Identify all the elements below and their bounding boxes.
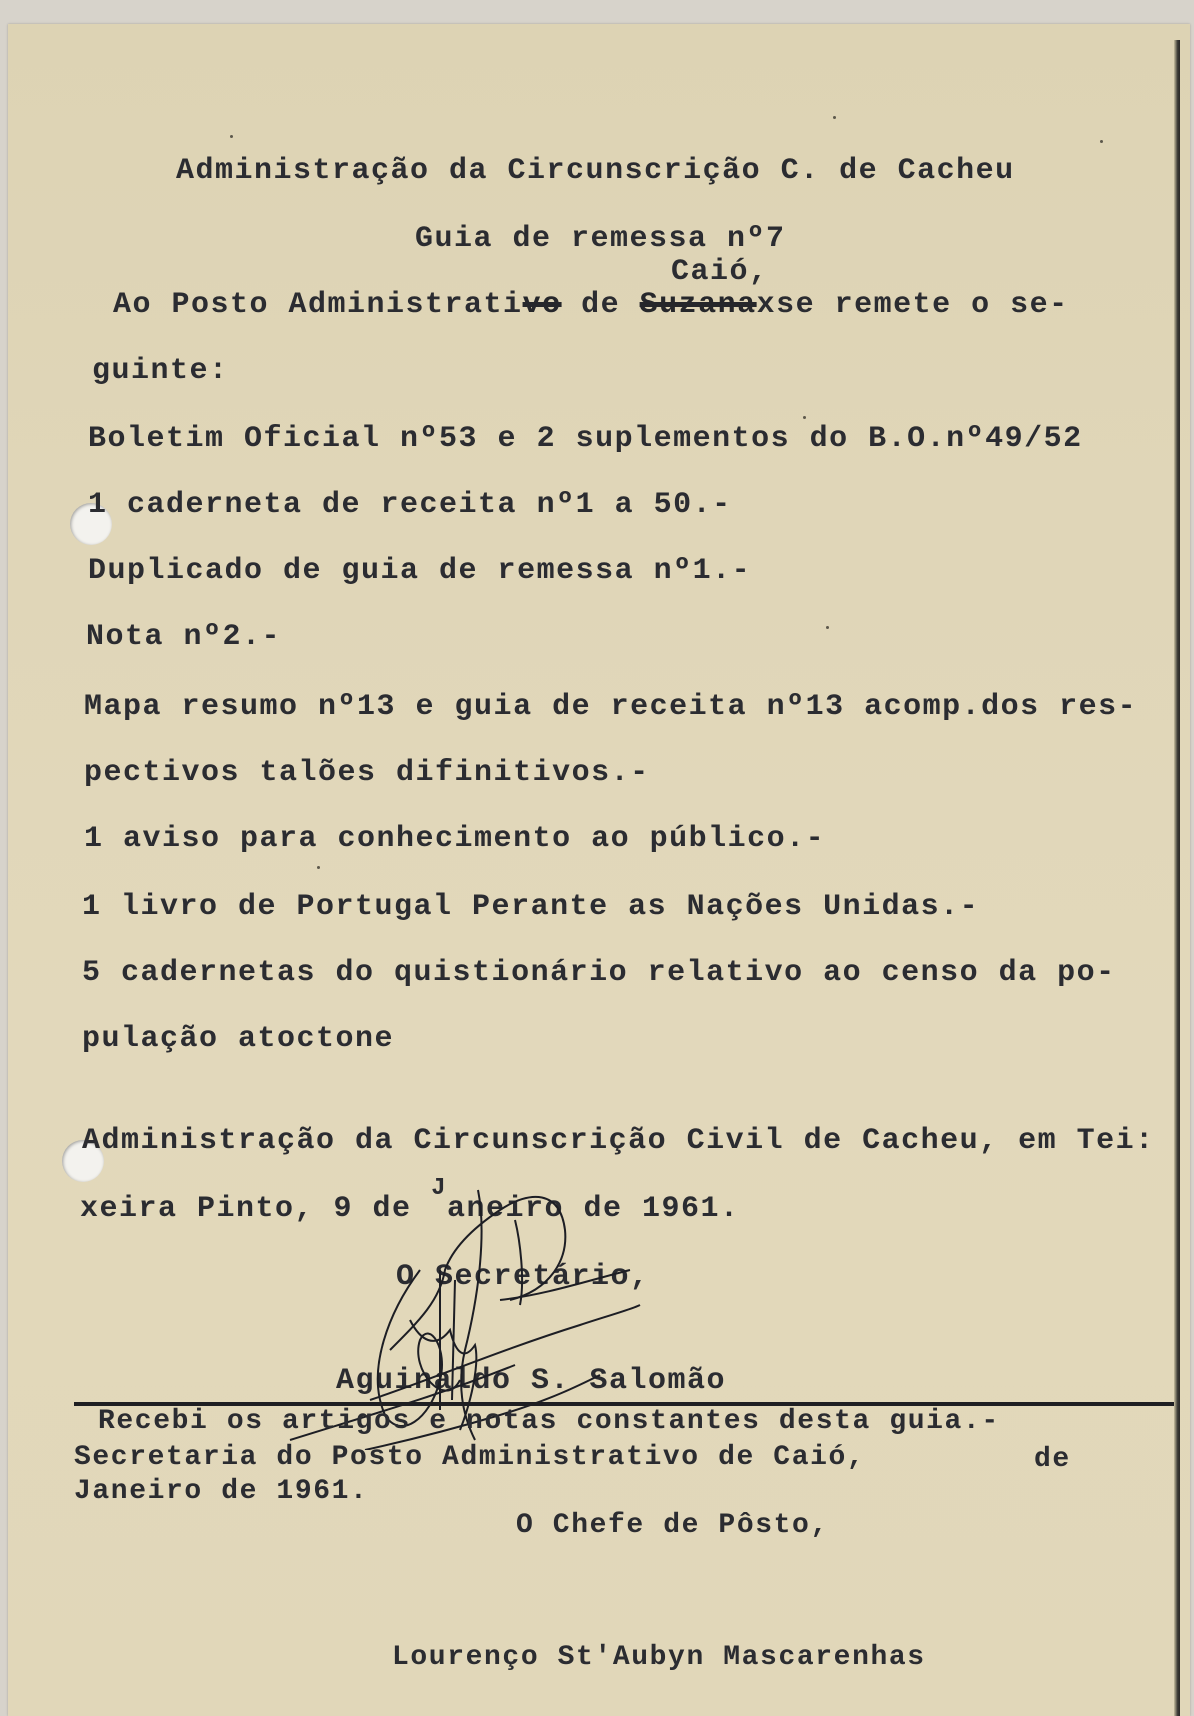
item-line-5: Mapa resumo nº13 e guia de receita nº13 acomp.dos res- — [84, 690, 1138, 724]
item-line-6: pectivos talões difinitivos.- — [84, 756, 650, 790]
chief-name: Lourenço St'Aubyn Mascarenhas — [392, 1642, 926, 1673]
intro-line: Ao Posto Administrativo de Suzanaxse remete o se- — [113, 288, 1069, 322]
paper-speck — [317, 866, 320, 869]
secretary-name: Aguinaldo S. Salomão — [336, 1364, 727, 1398]
receipt-line-2-de: de — [1034, 1444, 1071, 1475]
item-line-2: 1 caderneta de receita nº1 a 50.- — [88, 488, 732, 522]
item-line-7: 1 aviso para conhecimento ao público.- — [84, 822, 826, 856]
paper-speck — [1100, 140, 1103, 143]
item-line-10: pulação atoctone — [82, 1022, 395, 1056]
receipt-line-2: Secretaria do Posto Administrativo de Caió, — [74, 1442, 866, 1473]
secretary-title: O Secretário, — [396, 1260, 650, 1294]
item-line-9: 5 cadernetas do quistionário relativo ao censo da po- — [82, 956, 1116, 990]
receipt-line-3: Janeiro de 1961. — [74, 1476, 369, 1507]
closing-line-2: xeira Pinto, 9 de $^J$aneiro de 1961. — [80, 1175, 740, 1226]
receipt-line-1: Recebi os artigos e notas constantes desta guia.- — [98, 1406, 1000, 1437]
item-line-8: 1 livro de Portugal Perante as Nações Unidas.- — [82, 890, 980, 924]
item-line-3: Duplicado de guia de remessa nº1.- — [88, 554, 752, 588]
paper-speck — [803, 416, 806, 419]
item-line-4: Nota nº2.- — [86, 620, 282, 654]
paper-speck — [826, 626, 829, 629]
item-line-1: Boletim Oficial nº53 e 2 suplementos do B.O.nº49/52 — [88, 422, 1083, 456]
paper-speck — [230, 135, 233, 138]
paper-speck — [833, 116, 836, 119]
closing-line-1: Administração da Circunscrição Civil de Cacheu, em Tei: — [82, 1124, 1155, 1158]
document-header: Administração da Circunscrição C. de Cacheu — [176, 154, 1015, 188]
inserted-place-name: Caió, — [671, 255, 769, 289]
paper-edge-shadow — [1174, 40, 1180, 1716]
intro-continuation: guinte: — [92, 354, 229, 388]
chief-title: O Chefe de Pôsto, — [516, 1510, 829, 1541]
guide-title: Guia de remessa nº7 — [415, 222, 786, 256]
